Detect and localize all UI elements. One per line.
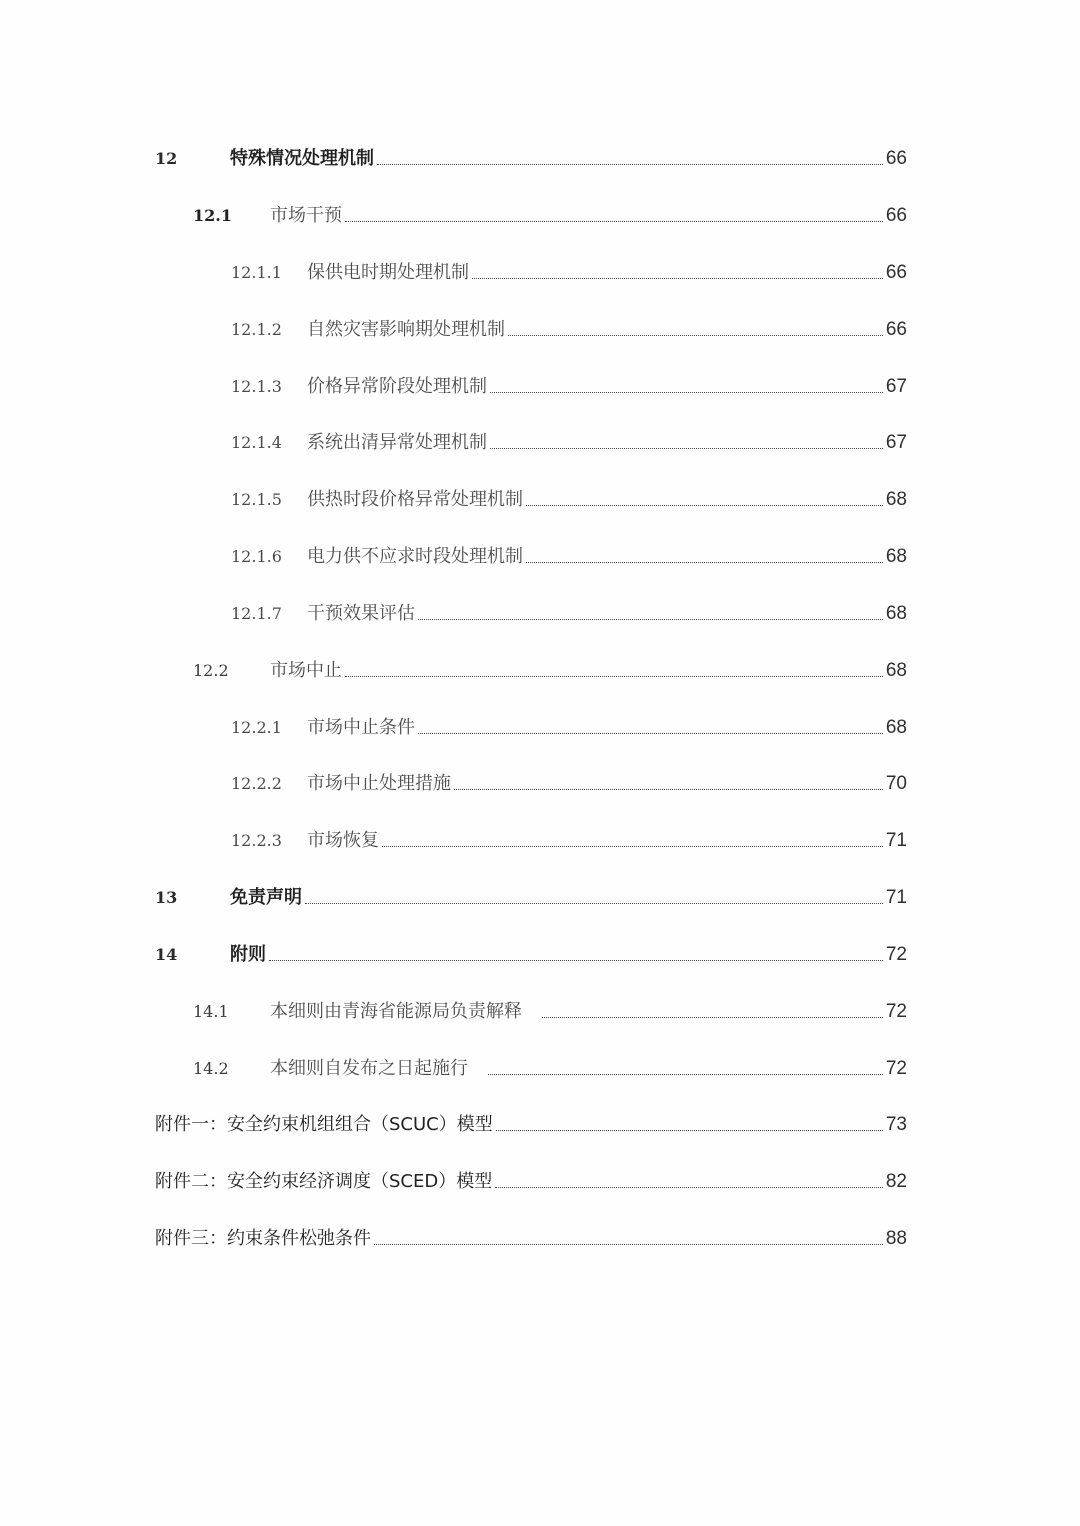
toc-page-number: 68 [885, 603, 907, 624]
dot-leader [454, 789, 883, 790]
dot-leader [526, 562, 883, 563]
dot-leader [418, 619, 883, 620]
dot-leader [305, 903, 883, 904]
toc-title: 供热时段价格异常处理机制 [307, 489, 523, 510]
toc-entry-12-1-7[interactable] [0, 597, 1080, 631]
toc-entry-14-2[interactable] [0, 1052, 1080, 1086]
dot-leader [382, 846, 883, 847]
toc-entry-line [230, 881, 907, 915]
dot-leader [490, 448, 883, 449]
toc-title: 保供电时期处理机制 [307, 262, 469, 283]
toc-number: 12.2.1 [231, 718, 282, 737]
toc-page-number: 67 [885, 432, 907, 453]
toc-page-number: 88 [885, 1228, 907, 1249]
toc-entry-line [307, 711, 907, 745]
toc-page-number: 68 [885, 546, 907, 567]
toc-title: 附件一：安全约束机组组合（SCUC）模型 [155, 1114, 493, 1135]
dot-leader [495, 1187, 883, 1188]
toc-title: 市场中止处理措施 [307, 773, 451, 794]
toc-entry-line [307, 313, 907, 347]
toc-title: 价格异常阶段处理机制 [307, 376, 487, 397]
toc-number: 12.1 [193, 206, 232, 225]
toc-page-number: 68 [885, 489, 907, 510]
toc-title: 本细则由青海省能源局负责解释 [270, 1001, 522, 1022]
toc-entry-line [230, 142, 907, 176]
dot-leader [496, 1130, 883, 1131]
toc-title: 自然灾害影响期处理机制 [307, 319, 505, 340]
toc-entry-line [307, 426, 907, 460]
toc-entry-12[interactable] [0, 142, 1080, 176]
toc-entry-line [307, 256, 907, 290]
toc-entry-12-1-1[interactable] [0, 256, 1080, 290]
toc-entry-12-2-1[interactable] [0, 711, 1080, 745]
dot-leader [526, 505, 883, 506]
dot-leader [374, 1244, 883, 1245]
toc-entry-line [270, 995, 907, 1029]
toc-entry-13[interactable] [0, 881, 1080, 915]
toc-number: 12.1.1 [231, 263, 282, 282]
toc-page-number: 67 [885, 376, 907, 397]
toc-page-number: 82 [885, 1171, 907, 1192]
toc-page-number: 71 [885, 830, 907, 851]
toc-page-number: 68 [885, 717, 907, 738]
toc-entry-line [307, 767, 907, 801]
toc-number: 14 [155, 945, 178, 964]
toc-title: 附则 [230, 944, 266, 965]
toc-number: 12.1.2 [231, 320, 282, 339]
toc-title: 市场中止 [270, 660, 342, 681]
toc-title: 特殊情况处理机制 [230, 148, 374, 169]
dot-leader [377, 164, 883, 165]
toc-entry-12-2-2[interactable] [0, 767, 1080, 801]
toc-page-number: 66 [885, 262, 907, 283]
toc-number: 14.1 [193, 1002, 229, 1021]
toc-title: 电力供不应求时段处理机制 [307, 546, 523, 567]
toc-page-number: 72 [885, 1058, 907, 1079]
toc-title: 干预效果评估 [307, 603, 415, 624]
toc-title: 市场恢复 [307, 830, 379, 851]
toc-entry-12-2-3[interactable] [0, 824, 1080, 858]
toc-entry-12-1[interactable] [0, 199, 1080, 233]
toc-page-number: 68 [885, 660, 907, 681]
toc-number: 12.2 [193, 661, 229, 680]
toc-entry-12-1-6[interactable] [0, 540, 1080, 574]
dot-leader [418, 733, 883, 734]
dot-leader [508, 335, 883, 336]
dot-leader [472, 278, 883, 279]
toc-entry-line [307, 824, 907, 858]
toc-number: 12.1.5 [231, 490, 282, 509]
toc-number: 12.1.6 [231, 547, 282, 566]
dot-leader [269, 960, 883, 961]
toc-entry-line [270, 654, 907, 688]
toc-entry-line [155, 1108, 907, 1142]
toc-title: 免责声明 [230, 887, 302, 908]
toc-page-number: 66 [885, 205, 907, 226]
toc-page-number: 73 [885, 1114, 907, 1135]
toc-page-number: 66 [885, 319, 907, 340]
toc-number: 12 [155, 149, 178, 168]
toc-entry-appendix-3[interactable] [0, 1222, 1080, 1256]
toc-number: 12.1.3 [231, 377, 282, 396]
toc-title: 系统出清异常处理机制 [307, 432, 487, 453]
toc-entry-line [270, 1052, 907, 1086]
dot-leader [490, 392, 883, 393]
toc-number: 13 [155, 888, 178, 907]
toc-number: 12.2.2 [231, 774, 282, 793]
toc-entry-14-1[interactable] [0, 995, 1080, 1029]
toc-entry-line [307, 597, 907, 631]
toc-page-number: 70 [885, 773, 907, 794]
toc-entry-12-1-2[interactable] [0, 313, 1080, 347]
toc-number: 12.1.7 [231, 604, 282, 623]
toc-title: 市场干预 [270, 205, 342, 226]
toc-title: 附件二：安全约束经济调度（SCED）模型 [155, 1171, 493, 1192]
toc-entry-line [155, 1222, 907, 1256]
toc-entry-line [307, 540, 907, 574]
toc-entry-line [230, 938, 907, 972]
toc-page-number: 71 [885, 887, 907, 908]
toc-title: 附件三：约束条件松弛条件 [155, 1228, 371, 1249]
toc-page-number: 72 [885, 1001, 907, 1022]
toc-title: 本细则自发布之日起施行 [270, 1058, 468, 1079]
toc-entry-line [307, 483, 907, 517]
toc-entry-12-1-5[interactable] [0, 483, 1080, 517]
dot-leader [488, 1074, 883, 1075]
toc-page-number: 66 [885, 148, 907, 169]
toc-entry-14[interactable] [0, 938, 1080, 972]
toc-title: 市场中止条件 [307, 717, 415, 738]
dot-leader [345, 676, 883, 677]
toc-entry-appendix-1[interactable] [0, 1108, 1080, 1142]
toc-entry-line [307, 370, 907, 404]
toc-number: 14.2 [193, 1059, 229, 1078]
toc-entry-line [155, 1165, 907, 1199]
toc-number: 12.2.3 [231, 831, 282, 850]
toc-number: 12.1.4 [231, 433, 282, 452]
toc-entry-appendix-2[interactable] [0, 1165, 1080, 1199]
toc-entry-12-1-4[interactable] [0, 426, 1080, 460]
dot-leader [542, 1017, 883, 1018]
toc-entry-line [270, 199, 907, 233]
toc-entry-12-1-3[interactable] [0, 370, 1080, 404]
toc-entry-12-2[interactable] [0, 654, 1080, 688]
dot-leader [345, 221, 883, 222]
toc-page-number: 72 [885, 944, 907, 965]
